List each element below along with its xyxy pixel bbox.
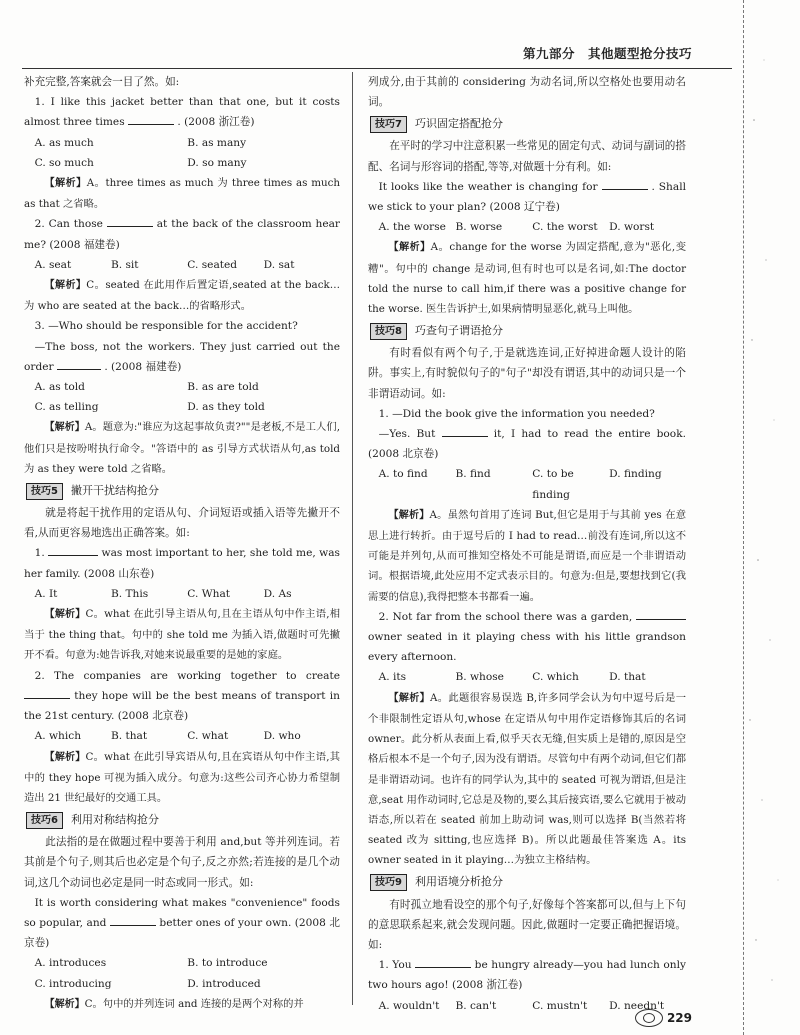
answer-option[interactable]: B. worse	[455, 221, 503, 234]
question-text: —Yes. But	[378, 428, 436, 441]
answer-option[interactable]: D. As	[263, 587, 292, 600]
answer-option[interactable]: B. can't	[455, 999, 497, 1012]
question-stem	[368, 955, 686, 995]
column-divider	[352, 72, 353, 1005]
answer-option[interactable]: A. introduces	[34, 957, 107, 970]
explanation-text: A。change for the worse 为固定搭配,意为"恶化,变糟"。句中的 change 是动词,但有时也可以是名词,如:The doctor told the nurse to call him,if there was a positive change for the worse. 医生告诉护士,如果病情明显恶化,就马上叫他。	[368, 241, 687, 316]
answer-option[interactable]: C. What	[187, 587, 231, 600]
answer-blank[interactable]	[48, 555, 98, 556]
question-text: . (2008 浙江卷)	[177, 116, 255, 129]
question-text: at the back of the classroom hear me? (2008 福建卷)	[24, 218, 340, 251]
question-stem	[24, 214, 340, 254]
explanation-tag: 【解析】	[388, 242, 431, 254]
explanation	[368, 688, 686, 871]
answer-blank[interactable]	[128, 124, 174, 125]
answer-option[interactable]: C. the worst	[532, 221, 598, 234]
explanation	[24, 173, 340, 214]
answer-option[interactable]: C. as telling	[34, 401, 99, 414]
explanation-tag: 【解析】	[44, 178, 87, 190]
options-row	[24, 974, 340, 994]
answer-option[interactable]: A. as told	[34, 381, 85, 394]
technique-badge: 技巧5	[26, 483, 63, 500]
paragraph: 有时看似有两个句子,于是就选连词,正好掉进命题人设计的陷阱。事实上,有时貌似句子的"句子"却没有谓语,其中的动词只是一个非谓语动词。如:	[368, 347, 686, 400]
explanation	[24, 275, 340, 316]
explanation	[24, 747, 340, 809]
answer-option[interactable]: B. to introduce	[187, 957, 268, 970]
answer-option[interactable]: B. as are told	[187, 381, 259, 394]
technique-name: 撇开干扰结构抢分	[70, 483, 159, 497]
answer-option[interactable]: D. introduced	[187, 977, 261, 990]
answer-option[interactable]: A. It	[34, 587, 58, 600]
technique-badge: 技巧8	[370, 323, 407, 340]
technique-heading	[370, 321, 686, 341]
question-stem	[24, 893, 340, 954]
question-text: better ones of your own. (2008 北京卷)	[24, 916, 340, 950]
technique-heading	[26, 810, 340, 830]
paragraph: 列成分,由于其前的 considering 为动名词,所以空格处也要用动名词。	[368, 76, 686, 109]
answer-blank[interactable]	[442, 436, 488, 437]
options-row	[24, 584, 340, 604]
options-row	[24, 377, 340, 397]
technique-heading	[370, 873, 686, 893]
options-row	[24, 397, 340, 417]
right-column	[368, 72, 687, 1012]
explanation-text: C。句中的并列连词 and 连接的是两个对称的并	[84, 997, 304, 1010]
explanation-text: A。three times as much 为 three times as much as that 之省略。	[24, 177, 340, 211]
explanation	[24, 604, 340, 666]
question-text: it, I had to read the entire book. (2008 北京卷)	[368, 428, 686, 461]
section-title: 第九部分 其他题型抢分技巧	[522, 46, 692, 61]
question-stem	[368, 607, 686, 668]
explanation-tag: 【解析】	[44, 609, 86, 621]
answer-blank[interactable]	[24, 698, 70, 699]
paragraph: 1. —Did the book give the information you needed?	[378, 407, 655, 420]
paragraph: 3. —Who should be responsible for the accident?	[34, 320, 298, 333]
answer-option[interactable]: C. seated	[187, 258, 238, 271]
options-row	[24, 953, 340, 973]
question-text: was most important to her, she told me, was her family. (2008 山东卷)	[24, 547, 340, 580]
question-text: 1. I like this jacket better than that one, but it costs almost three times	[24, 96, 340, 129]
left-column	[24, 72, 341, 1010]
explanation-text: A。虽然句首用了连词 But,但它是用于与其前 yes 在意思上进行转折。由于逗号后的 I had to read…前没有连词,所以这不可能是并列句,从而可推知空格处不可能是谓语,而应是一个非谓语动词。根据语境,此处应用不定式表示目的。句意为:但是,要想找到它(我需要的信息),我得把整本书都看一遍。	[368, 508, 687, 603]
answer-option[interactable]: C. mustn't	[532, 999, 588, 1012]
answer-blank[interactable]	[57, 369, 101, 370]
question-text: It is worth considering what makes "convenience" foods so popular, and	[24, 896, 340, 929]
question-stem	[24, 543, 340, 583]
answer-option[interactable]: B. whose	[455, 671, 504, 684]
explanation	[24, 417, 340, 479]
explanation-tag: 【解析】	[44, 280, 87, 292]
answer-option[interactable]: B. sit	[110, 258, 139, 271]
technique-badge: 技巧7	[370, 116, 407, 133]
technique-name: 巧查句子谓语抢分	[414, 324, 503, 338]
question-stem	[24, 666, 340, 727]
question-text: they hope will be the best means of transport in the 21st century. (2008 北京卷)	[24, 689, 341, 723]
question-stem	[368, 177, 686, 217]
explanation-tag: 【解析】	[44, 422, 85, 434]
options-row	[24, 153, 340, 173]
technique-name: 利用语境分析抢分	[414, 875, 503, 889]
question-text: be hungry already—you had lunch only two hours ago! (2008 浙江卷)	[368, 959, 686, 992]
answer-blank[interactable]	[110, 925, 156, 926]
header-rule	[22, 68, 732, 69]
paragraph: 有时孤立地看设空的那个句子,好像每个答案都可以,但与上下句的意思联系起来,就会发现问题。因此,做题时一定要正确把握语境。如:	[368, 898, 686, 951]
technique-name: 巧识固定搭配抢分	[414, 117, 503, 131]
technique-heading	[370, 114, 686, 134]
options-row	[24, 133, 340, 153]
question-stem	[368, 424, 686, 464]
options-row	[368, 217, 686, 237]
explanation-tag: 【解析】	[388, 692, 430, 704]
options-row	[24, 726, 340, 746]
page-header	[0, 0, 800, 70]
answer-blank[interactable]	[415, 967, 471, 968]
explanation-tag: 【解析】	[44, 751, 86, 763]
paragraph: 此法指的是在做题过程中要善于利用 and,but 等并列连词。若其前是个句子,则其后也必定是个句子,反之亦然;若连接的是几个动词,这几个动词也必定是同一时态或同一形式。如:	[24, 836, 340, 889]
answer-option[interactable]: C. to be finding	[532, 468, 574, 501]
explanation	[368, 505, 686, 607]
question-stem	[24, 337, 340, 377]
answer-option[interactable]: A. seat	[34, 258, 72, 271]
question-text: 2. The companies are working together to create	[34, 669, 340, 682]
answer-option[interactable]: C. what	[187, 730, 229, 743]
answer-option[interactable]: D. worst	[609, 221, 655, 234]
question-stem	[24, 92, 340, 132]
answer-option[interactable]: B. that	[110, 730, 148, 743]
answer-option[interactable]: A. which	[34, 730, 82, 743]
answer-option[interactable]: C. so much	[34, 156, 94, 169]
question-text: 2. Not far from the school there was a garden,	[378, 610, 633, 623]
technique-name: 利用对称结构抢分	[70, 813, 159, 827]
answer-option[interactable]: C. which	[532, 671, 579, 684]
explanation-tag: 【解析】	[388, 509, 430, 521]
answer-option[interactable]: D. finding	[609, 468, 662, 481]
technique-badge: 技巧6	[26, 812, 63, 829]
question-text: 2. Can those	[34, 218, 103, 231]
answer-option[interactable]: A. its	[378, 671, 407, 684]
paragraph: 就是将起干扰作用的定语从句、介词短语或插入语等先撇开不看,从而更容易地选出正确答案。如:	[24, 507, 340, 540]
answer-option[interactable]: D. so many	[187, 156, 247, 169]
question-text: —The boss, not the workers. They just carried out the order	[24, 340, 340, 373]
answer-option[interactable]: D. needn't	[609, 999, 665, 1012]
question-text: . (2008 福建卷)	[104, 360, 182, 373]
question-text: 1.	[34, 547, 45, 560]
question-text: It looks like the weather is changing for	[378, 180, 598, 193]
explanation	[368, 237, 686, 319]
technique-heading	[26, 481, 340, 501]
answer-option[interactable]: A. to find	[378, 468, 428, 481]
answer-option[interactable]: D. as they told	[187, 401, 265, 414]
answer-option[interactable]: D. that	[609, 671, 646, 684]
paragraph: 补充完整,答案就会一目了然。如:	[24, 76, 180, 88]
answer-option[interactable]: B. as many	[187, 136, 247, 149]
explanation-text: C。what 在此引导宾语从句,且在宾语从句中作主语,其中的 they hope 可视为插入成分。句意为:这些公司齐心协力希望制造出 21 世纪最好的交通工具。	[24, 750, 341, 804]
options-row	[368, 667, 686, 687]
answer-option[interactable]: B. This	[110, 587, 149, 600]
question-text: 1. You	[378, 959, 412, 972]
question-text: owner seated in it playing chess with his little grandson every afternoon.	[368, 631, 686, 664]
scan-edge-texture	[744, 0, 800, 1035]
technique-badge: 技巧9	[370, 874, 407, 891]
explanation-text: A。题意为:"谁应为这起事故负责?""是老板,不是工人们,他们只是按吩咐执行命令。"答语中的 as 引导方式状语从句,as told 为 as they were told 之省略。	[24, 421, 340, 475]
answer-blank[interactable]	[107, 226, 153, 227]
answer-blank[interactable]	[602, 189, 648, 190]
answer-option[interactable]: A. wouldn't	[378, 999, 440, 1012]
page-footer	[635, 1009, 692, 1027]
answer-option[interactable]: A. as much	[34, 136, 94, 149]
answer-option[interactable]: C. introducing	[34, 977, 112, 990]
explanation	[24, 994, 340, 1015]
explanation-text: C。what 在此引导主语从句,且在主语从句中作主语,相当于 the thing that。句中的 she told me 为插入语,做题时可先撇开不看。句意为:她告诉我,对她来说最重要的是她的家庭。	[24, 608, 341, 662]
page-number: 229	[666, 1011, 692, 1025]
options-row	[24, 255, 340, 275]
explanation-text: A。此题很容易误选 B,许多同学会认为句中逗号后是一个非限制性定语从句,whose 在定语从句中用作定语修饰其后的名词 owner。此分析从表面上看,似乎天衣无缝,但实质上是错的,原因是空格后根本不是一个句子,因为没有谓语。尽管句中有两个动词,但它们都是非谓语动词。也许有的同学认为,其中的 seated 可视为谓语,但是注意,seat 用作动词时,它总是及物的,要么其后接宾语,要么它就用于被动语态,所以若在 seated 前加上助动词 was,则可以选择 B(当然若将 seated 改为 sitting,也应选择 B)。所以此题最佳答案选 A。its owner seated in it playing…为独立主格结构。	[368, 691, 686, 867]
answer-blank[interactable]	[636, 619, 686, 620]
explanation-text: C。seated 在此用作后置定语,seated at the back…为 who are seated at the back…的省略形式。	[24, 279, 340, 313]
answer-option[interactable]: A. the worse	[378, 221, 446, 234]
publisher-logo-icon	[635, 1009, 663, 1027]
answer-option[interactable]: B. find	[455, 468, 491, 481]
explanation-tag: 【解析】	[44, 998, 85, 1010]
paragraph: 在平时的学习中注意积累一些常见的固定句式、动词与副词的搭配、名词与形容词的搭配,等等,对做题十分有利。如:	[368, 140, 686, 173]
question-text: . Shall we stick to your plan? (2008 辽宁卷)	[368, 180, 686, 214]
options-row	[368, 464, 686, 504]
answer-option[interactable]: D. sat	[263, 258, 295, 271]
answer-option[interactable]: D. who	[263, 730, 301, 743]
